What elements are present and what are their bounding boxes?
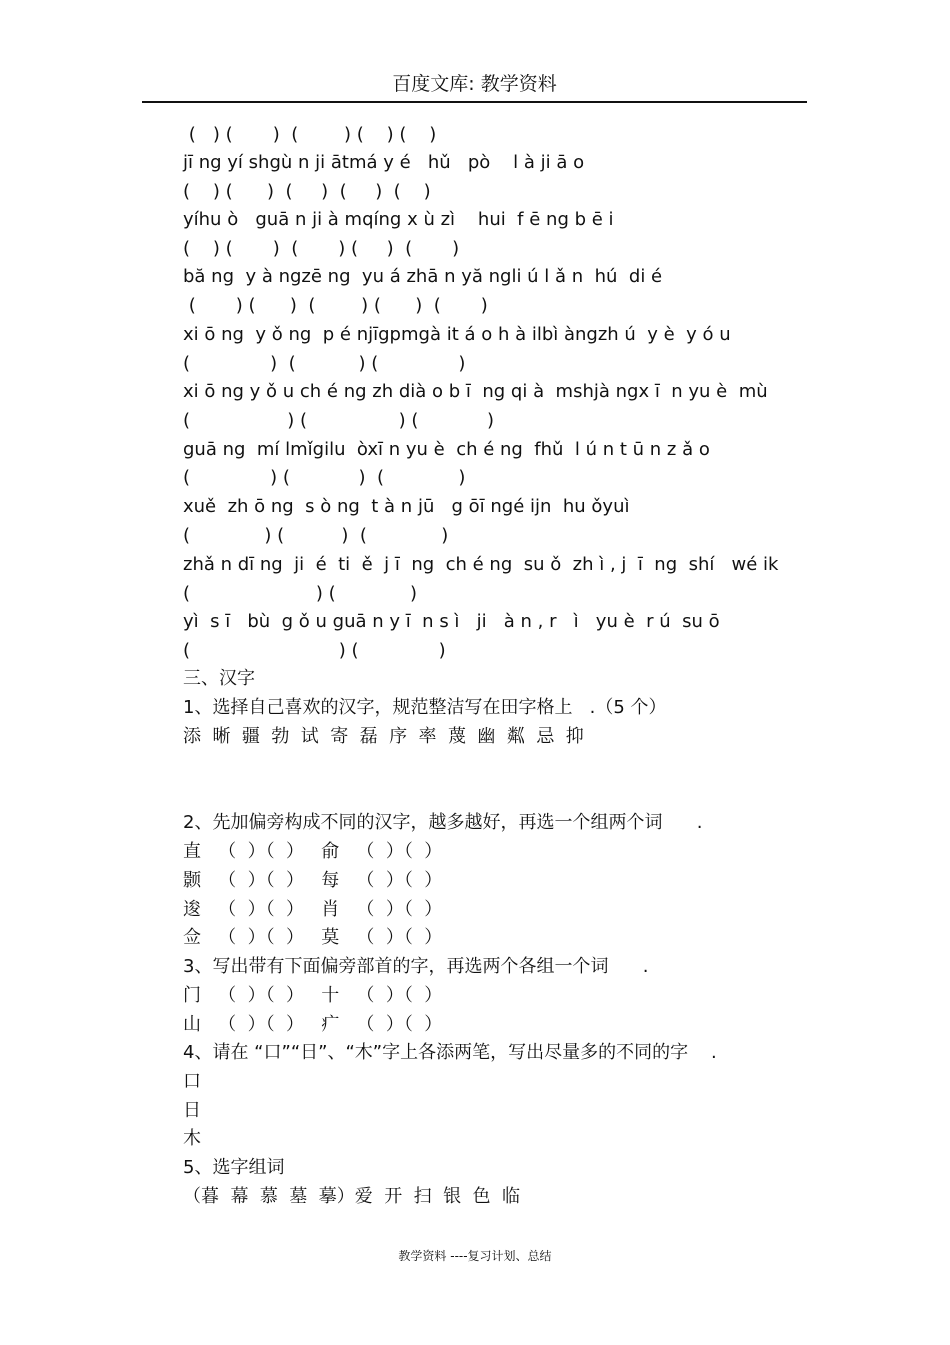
question-3-row: 山 （ ）（ ） 疒 （ ）（ ） — [183, 1014, 443, 1035]
pinyin-line: zhǎ n dī ng ji é ti ě j ī ng ch é ng su ǒ zh ì , j ī ng shí wé ik — [183, 554, 779, 575]
pinyin-line: jī ng yí shgù n ji ātmá y é hǔ pò l à ji ā o — [183, 152, 585, 173]
question-2-row: 逡 （ ）（ ） 肖 （ ）（ ） — [183, 899, 443, 920]
question-2-row: 颢 （ ）（ ） 每 （ ）（ ） — [183, 870, 443, 891]
pinyin-line: xuě zh ō ng s ò ng t à n jū g ōī ngé ijn hu ǒyuì — [183, 496, 630, 517]
page-header-title: 百度文库: 教学资料 — [392, 73, 557, 95]
pinyin-bracket-line: ( ) ( ) — [183, 583, 418, 604]
pinyin-bracket-line: ( ) ( ) ( ) ( ) ( ) — [183, 181, 431, 202]
question-1-prompt: 1、选择自己喜欢的汉字，规范整洁写在田字格上 .（5 个） — [183, 697, 667, 718]
pinyin-bracket-line: ( ) ( ) ( ) — [183, 525, 449, 546]
pinyin-line: guā ng mí lmǐgilu òxī n yu è ch é ng fhǔ l ú n t ū n z ǎ o — [183, 439, 710, 460]
question-2-row: 佥 （ ）（ ） 莫 （ ）（ ） — [183, 927, 443, 948]
pinyin-line: yíhu ò guā n ji à mqíng x ù zì hui f ē ng b ē i — [183, 209, 614, 230]
pinyin-bracket-line: ( ) ( ) ( ) — [183, 467, 466, 488]
pinyin-bracket-line: ( ) ( ) ( ) — [183, 353, 466, 374]
pinyin-line: bă ng y à ngzē ng yu á zhā n yă ngli ú l ǎ n hú di é — [183, 266, 663, 287]
pinyin-line: xi ō ng y ǒ u ch é ng zh dià o b ī ng qi à mshjà ngx ī n yu è mù — [183, 381, 768, 402]
page-footer: 教学资料 ----复习计划、总结 — [398, 1249, 552, 1263]
pinyin-bracket-line: ( ) ( ) ( ) ( ) ( ) — [183, 124, 437, 145]
question-3-row: 门 （ ）（ ） 十 （ ）（ ） — [183, 985, 443, 1006]
pinyin-line: yì s ī bù g ǒ u guā n y ī n s ì ji à n , r ì yu è r ú su ō — [183, 611, 720, 632]
pinyin-bracket-line: ( ) ( ) ( ) — [183, 410, 495, 431]
question-4-row: 口 — [183, 1071, 201, 1092]
header-divider — [142, 101, 807, 103]
pinyin-bracket-line: ( ) ( ) ( ) ( ) ( ) — [183, 295, 488, 316]
question-3-prompt: 3、写出带有下面偏旁部首的字，再选两个各组一个词 . — [183, 956, 649, 977]
pinyin-bracket-line: ( ) ( ) ( ) ( ) ( ) — [183, 238, 460, 259]
question-2-row: 直 （ ）（ ） 俞 （ ）（ ） — [183, 841, 443, 862]
section-title: 三、汉字 — [183, 668, 255, 689]
question-4-row: 木 — [183, 1128, 201, 1149]
pinyin-bracket-line: ( ) ( ) — [183, 640, 446, 661]
question-2-prompt: 2、先加偏旁构成不同的汉字，越多越好，再选一个组两个词 . — [183, 812, 703, 833]
question-5-prompt: 5、选字组词 — [183, 1157, 285, 1178]
question-1-chars: 添 晰 疆 勃 试 寄 磊 序 率 蔑 幽 粼 忌 抑 — [183, 726, 584, 747]
pinyin-line: xi ō ng y ǒ ng p é njīgpmgà it á o h à ilbì àngzh ú y è y ó u — [183, 324, 731, 345]
question-4-prompt: 4、请在 “口”“日”、“木”字上各添两笔，写出尽量多的不同的字 . — [183, 1042, 717, 1063]
question-4-row: 日 — [183, 1100, 201, 1121]
question-5-line: （暮 幕 慕 墓 摹）爱 开 扫 银 色 临 — [183, 1186, 520, 1207]
